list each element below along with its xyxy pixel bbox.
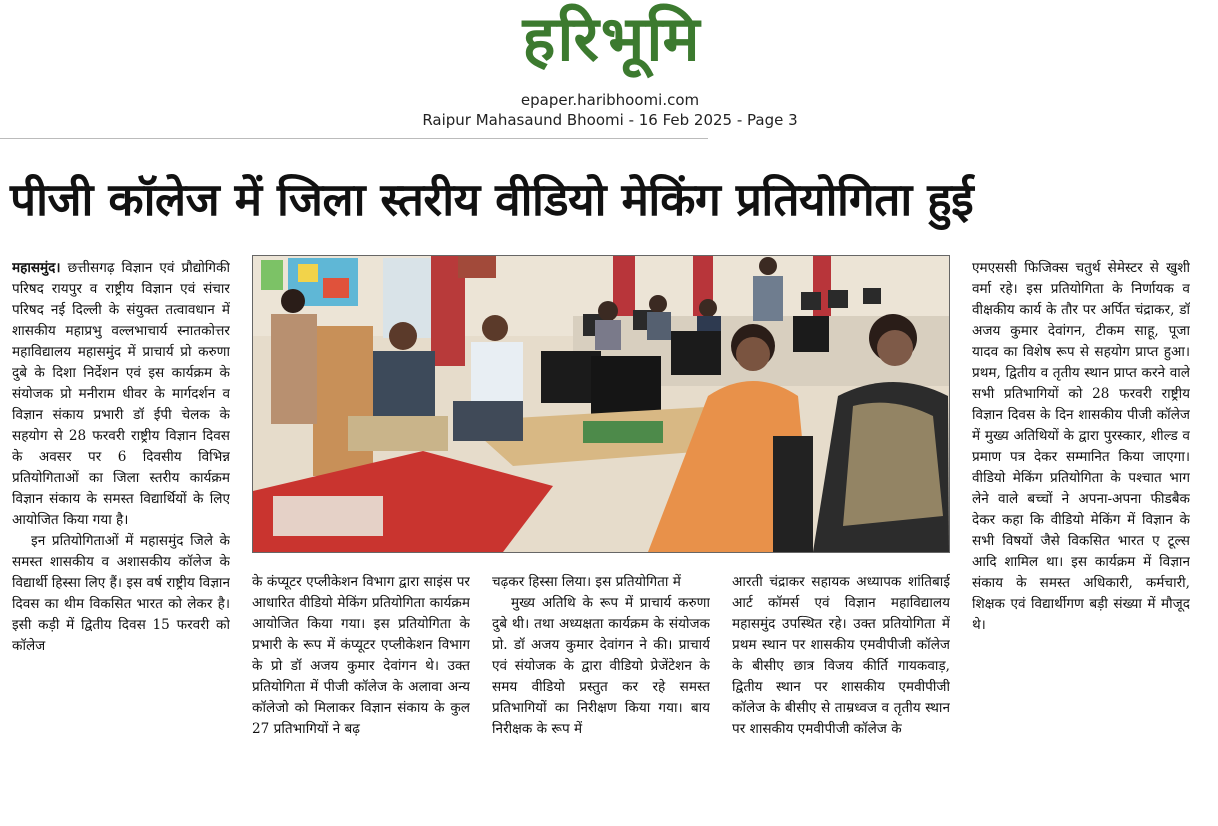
dateline: महासमुंद। [12,260,61,276]
edition-info: Raipur Mahasaund Bhoomi - 16 Feb 2025 - Page 3 [422,111,798,129]
masthead-divider [0,138,708,139]
epaper-url[interactable]: epaper.haribhoomi.com [520,91,700,109]
article-paragraph: चढ़कर हिस्सा लिया। इस प्रतियोगिता में [492,574,681,590]
article-photo [252,255,950,553]
newspaper-logo[interactable]: हरिभूमि [522,2,702,75]
article-column-3 [492,572,710,822]
article-paragraph: मुख्य अतिथि के रूप में प्राचार्य करुणा दुबे थी। तथा अध्यक्षता कार्यक्रम के संयोजक प्रो. डॉ अजय कुमार देवांगन ने की। प्राचार्य एवं संयोजक के द्वारा वीडियो प्रेजेंटेशन के समय वीडियो प्रस्तुत कर रहे समस्त प्रतिभागियों का निरीक्षण किया गया। बाय निरीक्षक के रूप में [492,595,710,737]
article-column-2 [252,572,470,822]
article-column-1 [12,258,230,818]
article-paragraph: एमएससी फिजिक्स चतुर्थ सेमेस्टर से खुशी वर्मा रहे। इस प्रतियोगिता के निर्णायक व वीक्षकीय कार्य के तौर पर अर्पित चंद्राकर, डॉ अजय कुमार देवांगन, टीकम साहू, पूजा यादव का विशेष रूप से सहयोग प्राप्त हुआ। प्रथम, द्वितीय व तृतीय स्थान प्राप्त करने वाले सभी प्रतिभागियों को 28 फरवरी राष्ट्रीय विज्ञान दिवस के दिन शासकीय पीजी कॉलेज में मुख्य अतिथियों के द्वारा पुरस्कार, शील्ड व प्रमाण पत्र देकर सम्मानित किया जाएगा। वीडियो मेकिंग प्रतियोगिता के पश्चात भाग लेने वाले बच्चों ने अपना-अपना फीडबैक देकर कहा कि वीडियो मेकिंग में विज्ञान के सभी विषयों जैसे विकसित भारत ए टूल्स आदि शामिल था। इस कार्यक्रम में विज्ञान संकाय के समस्त अधिकारी, कर्मचारी, शिक्षक एवं विद्यार्थीगण बड़ी संख्या में मौजूद थे। [972,260,1190,633]
article-column-5 [972,258,1190,818]
article-column-4 [732,572,950,822]
paragraph-text: छत्तीसगढ़ विज्ञान एवं प्रौद्योगिकी परिषद रायपुर व राष्ट्रीय विज्ञान एवं संचार परिषद नई दिल्ली के संयुक्त तत्वावधान में शासकीय महाप्रभु वल्लभाचार्य स्नातकोत्तर महाविद्यालय महासमुंद में प्राचार्य प्रो करुणा दुबे के दिशा निर्देशन एवं इस कार्यक्रम के संयोजक प्रो मनीराम धीवर के मार्गदर्शन व विज्ञान संकाय प्रभारी डॉ ईपी चेलक के सहयोग से 28 फरवरी राष्ट्रीय विज्ञान दिवस के अवसर पर 6 दिवसीय विभिन्न प्रतियोगिताओं का जिला स्तरीय कार्यक्रम विज्ञान संकाय के समस्त विद्यार्थियों के लिए आयोजित किया गया है। [12,260,230,528]
article-headline: पीजी कॉलेज में जिला स्तरीय वीडियो मेकिंग प्रतियोगिता हुई [10,173,974,226]
article-paragraph: आरती चंद्राकर सहायक अध्यापक शांतिबाई आर्ट कॉमर्स एवं विज्ञान महाविद्यालय महासमुंद उपस्थित रहे। उक्त प्रतियोगिता में प्रथम स्थान पर शासकीय एमवीपीजी कॉलेज के बीसीए छात्र विजय कीर्ति गायकवाड़, द्वितीय स्थान पर शासकीय एमवीपीजी कॉलेज के बीसीए से ताम्रध्वज व तृतीय स्थान पर शासकीय एमवीपीजी कॉलेज के [732,574,950,737]
article-paragraph: के कंप्यूटर एप्लीकेशन विभाग द्वारा साइंस पर आधारित वीडियो मेकिंग प्रतियोगिता कार्यक्रम आयोजित किया गया। इस प्रतियोगिता के प्रभारी के रूप में कंप्यूटर एप्लीकेशन विभाग के प्रो डॉ अजय कुमार देवांगन थे। उक्त प्रतियोगिता में पीजी कॉलेज के अलावा अन्य कॉलेजो को मिलाकर विज्ञान संकाय के कुल 27 प्रतिभागियों ने बढ़ [252,574,470,737]
masthead [0,0,1218,140]
article-paragraph: इन प्रतियोगिताओं में महासमुंद जिले के समस्त शासकीय व अशासकीय कॉलेज के विद्यार्थी हिस्सा लिए हैं। इस वर्ष राष्ट्रीय विज्ञान दिवस का थीम विकसित भारत को लेकर है। इसी कड़ी में द्वितीय दिवस 15 फरवरी को कॉलेज [12,533,230,654]
article-paragraph [12,258,230,531]
classroom-photo-illustration [253,256,949,552]
